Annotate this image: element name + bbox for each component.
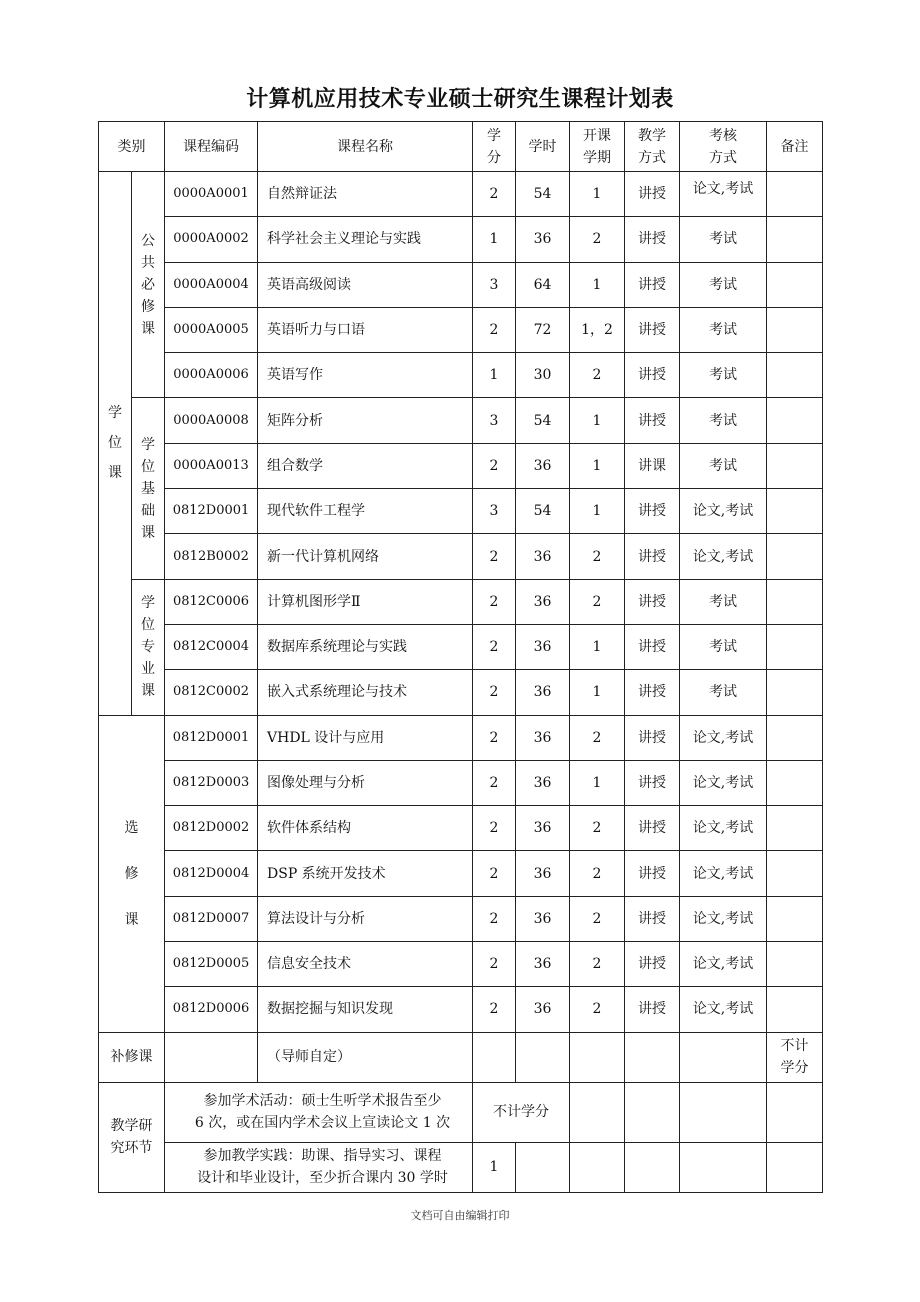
exam-method: 考试 [680, 624, 767, 669]
table-row [99, 579, 823, 624]
teaching-method: 讲授 [625, 806, 680, 851]
course-semester: 2 [570, 942, 625, 987]
course-hours: 36 [516, 760, 570, 805]
course-semester: 2 [570, 353, 625, 398]
remark-cell [767, 987, 823, 1032]
course-credit: 3 [473, 489, 516, 534]
table-row [99, 217, 823, 262]
table-row [99, 806, 823, 851]
course-name: 组合数学 [258, 443, 473, 488]
course-code: 0000A0013 [165, 443, 258, 488]
course-name: 新一代计算机网络 [258, 534, 473, 579]
course-name: 英语写作 [258, 353, 473, 398]
course-credit: 2 [473, 942, 516, 987]
header-semester: 开课 学期 [570, 122, 625, 172]
course-semester: 2 [570, 896, 625, 941]
course-credit: 2 [473, 987, 516, 1032]
exam-method: 论文,考试 [680, 489, 767, 534]
teaching-method: 讲授 [625, 579, 680, 624]
course-semester: 1 [570, 760, 625, 805]
course-credit: 2 [473, 443, 516, 488]
practice-teaching [625, 1142, 680, 1192]
course-code: 0000A0004 [165, 262, 258, 307]
header-hours: 学时 [516, 122, 570, 172]
remark-cell [767, 398, 823, 443]
remark-cell [767, 172, 823, 217]
exam-method: 论文,考试 [680, 806, 767, 851]
remark-cell [767, 851, 823, 896]
teaching-method: 讲课 [625, 443, 680, 488]
remark-cell [767, 896, 823, 941]
course-code: 0812D0002 [165, 806, 258, 851]
teaching-practice-text: 参加教学实践：助课、指导实习、课程 设计和毕业设计，至少折合课内 30 学时 [165, 1142, 473, 1192]
course-name: 数据库系统理论与实践 [258, 624, 473, 669]
teaching-method: 讲授 [625, 353, 680, 398]
course-credit: 1 [473, 217, 516, 262]
course-hours: 54 [516, 398, 570, 443]
teaching-method: 讲授 [625, 172, 680, 217]
exam-method: 论文,考试 [680, 896, 767, 941]
course-semester: 1，2 [570, 307, 625, 352]
exam-method: 考试 [680, 398, 767, 443]
table-row [99, 896, 823, 941]
exam-method: 论文,考试 [680, 760, 767, 805]
table-row [99, 624, 823, 669]
course-code: 0812D0003 [165, 760, 258, 805]
teaching-method: 讲授 [625, 896, 680, 941]
teaching-method: 讲授 [625, 217, 680, 262]
teaching-method: 讲授 [625, 760, 680, 805]
table-row [99, 353, 823, 398]
header-teaching: 教学 方式 [625, 122, 680, 172]
course-credit: 2 [473, 670, 516, 715]
teaching-method: 讲授 [625, 942, 680, 987]
practice-semester [570, 1142, 625, 1192]
course-semester: 2 [570, 987, 625, 1032]
activity-remark [767, 1082, 823, 1142]
course-credit: 2 [473, 579, 516, 624]
research-label: 教学研 究环节 [99, 1082, 165, 1192]
course-code: 0000A0008 [165, 398, 258, 443]
research-row-practice [99, 1142, 823, 1192]
course-credit: 2 [473, 534, 516, 579]
course-semester: 2 [570, 851, 625, 896]
course-credit: 1 [473, 353, 516, 398]
table-row [99, 760, 823, 805]
course-name: 计算机图形学Ⅱ [258, 579, 473, 624]
supplement-row [99, 1032, 823, 1082]
course-semester: 1 [570, 624, 625, 669]
course-credit: 2 [473, 624, 516, 669]
supplement-remark: 不计 学分 [767, 1032, 823, 1082]
exam-method: 论文,考试 [680, 942, 767, 987]
supplement-hours [516, 1032, 570, 1082]
course-credit: 2 [473, 172, 516, 217]
table-row [99, 172, 823, 217]
course-code: 0812C0002 [165, 670, 258, 715]
teaching-method: 讲授 [625, 624, 680, 669]
course-name: 算法设计与分析 [258, 896, 473, 941]
exam-method: 考试 [680, 670, 767, 715]
remark-cell [767, 670, 823, 715]
course-hours: 54 [516, 172, 570, 217]
exam-method: 考试 [680, 443, 767, 488]
practice-remark [767, 1142, 823, 1192]
course-hours: 36 [516, 942, 570, 987]
course-credit: 2 [473, 715, 516, 760]
course-semester: 2 [570, 534, 625, 579]
remark-cell [767, 579, 823, 624]
supplement-label: 补修课 [99, 1032, 165, 1082]
practice-exam [680, 1142, 767, 1192]
exam-method: 考试 [680, 307, 767, 352]
remark-cell [767, 942, 823, 987]
header-row [99, 122, 823, 172]
course-name: VHDL 设计与应用 [258, 715, 473, 760]
course-hours: 30 [516, 353, 570, 398]
activity-semester [570, 1082, 625, 1142]
teaching-method: 讲授 [625, 987, 680, 1032]
table-row [99, 534, 823, 579]
course-code: 0000A0001 [165, 172, 258, 217]
teaching-method: 讲授 [625, 307, 680, 352]
practice-hours [516, 1142, 570, 1192]
course-name: 嵌入式系统理论与技术 [258, 670, 473, 715]
course-code: 0812D0006 [165, 987, 258, 1032]
header-code: 课程编码 [165, 122, 258, 172]
table-row [99, 851, 823, 896]
teaching-method: 讲授 [625, 534, 680, 579]
table-row [99, 987, 823, 1032]
course-name: 数据挖掘与知识发现 [258, 987, 473, 1032]
academic-activity-credit: 不计学分 [473, 1082, 570, 1142]
header-exam: 考核 方式 [680, 122, 767, 172]
course-code: 0812C0006 [165, 579, 258, 624]
table-row [99, 262, 823, 307]
course-code: 0812D0001 [165, 715, 258, 760]
course-credit: 2 [473, 760, 516, 805]
course-credit: 2 [473, 851, 516, 896]
supplement-teaching [625, 1032, 680, 1082]
course-credit: 2 [473, 307, 516, 352]
course-semester: 2 [570, 217, 625, 262]
course-name: 矩阵分析 [258, 398, 473, 443]
course-name: DSP 系统开发技术 [258, 851, 473, 896]
course-semester: 1 [570, 670, 625, 715]
course-hours: 36 [516, 715, 570, 760]
course-hours: 72 [516, 307, 570, 352]
remark-cell [767, 443, 823, 488]
group-elective: 选 修 课 [99, 715, 165, 1032]
course-hours: 36 [516, 987, 570, 1032]
research-row-activity [99, 1082, 823, 1142]
course-hours: 36 [516, 624, 570, 669]
teaching-method: 讲授 [625, 398, 680, 443]
course-code: 0000A0005 [165, 307, 258, 352]
course-credit: 2 [473, 896, 516, 941]
exam-method: 考试 [680, 262, 767, 307]
course-semester: 2 [570, 715, 625, 760]
course-code: 0812D0004 [165, 851, 258, 896]
course-semester: 1 [570, 398, 625, 443]
group-degree-basic: 学 位 基 础 课 [132, 398, 165, 579]
group-degree-major: 学 位 专 业 课 [132, 579, 165, 715]
remark-cell [767, 489, 823, 534]
course-credit: 3 [473, 398, 516, 443]
course-code: 0812D0001 [165, 489, 258, 534]
course-hours: 64 [516, 262, 570, 307]
teaching-method: 讲授 [625, 851, 680, 896]
course-hours: 36 [516, 896, 570, 941]
exam-method: 论文,考试 [680, 534, 767, 579]
course-hours: 36 [516, 670, 570, 715]
exam-method: 考试 [680, 579, 767, 624]
course-name: 信息安全技术 [258, 942, 473, 987]
course-plan-table [98, 121, 823, 1193]
course-hours: 36 [516, 217, 570, 262]
course-name: 图像处理与分析 [258, 760, 473, 805]
exam-method: 论文,考试 [680, 987, 767, 1032]
table-row [99, 942, 823, 987]
teaching-method: 讲授 [625, 262, 680, 307]
remark-cell [767, 760, 823, 805]
activity-teaching [625, 1082, 680, 1142]
remark-cell [767, 262, 823, 307]
footer-note: 文档可自由编辑打印 [410, 1209, 510, 1222]
exam-method: 论文,考试 [680, 172, 767, 217]
supplement-credit [473, 1032, 516, 1082]
exam-method: 考试 [680, 217, 767, 262]
course-name: 科学社会主义理论与实践 [258, 217, 473, 262]
exam-method: 论文,考试 [680, 851, 767, 896]
course-name: 自然辩证法 [258, 172, 473, 217]
teaching-method: 讲授 [625, 715, 680, 760]
course-hours: 36 [516, 579, 570, 624]
course-semester: 2 [570, 579, 625, 624]
activity-exam [680, 1082, 767, 1142]
header-name: 课程名称 [258, 122, 473, 172]
table-row [99, 670, 823, 715]
course-hours: 54 [516, 489, 570, 534]
remark-cell [767, 624, 823, 669]
table-row [99, 715, 823, 760]
course-hours: 36 [516, 443, 570, 488]
remark-cell [767, 353, 823, 398]
table-row [99, 443, 823, 488]
course-code: 0812D0007 [165, 896, 258, 941]
teaching-practice-credit: 1 [473, 1142, 516, 1192]
course-credit: 3 [473, 262, 516, 307]
course-hours: 36 [516, 851, 570, 896]
course-hours: 36 [516, 806, 570, 851]
course-code: 0812D0005 [165, 942, 258, 987]
course-semester: 1 [570, 172, 625, 217]
remark-cell [767, 217, 823, 262]
course-code: 0000A0002 [165, 217, 258, 262]
remark-cell [767, 806, 823, 851]
header-category: 类别 [99, 122, 165, 172]
course-semester: 1 [570, 489, 625, 534]
table-row [99, 398, 823, 443]
course-code: 0000A0006 [165, 353, 258, 398]
teaching-method: 讲授 [625, 489, 680, 534]
exam-method: 论文,考试 [680, 715, 767, 760]
course-semester: 1 [570, 262, 625, 307]
course-hours: 36 [516, 534, 570, 579]
academic-activity-text: 参加学术活动：硕士生听学术报告至少 6 次，或在国内学术会议上宣读论文 1 次 [165, 1082, 473, 1142]
table-row [99, 489, 823, 534]
course-credit: 2 [473, 806, 516, 851]
exam-method: 考试 [680, 353, 767, 398]
course-code: 0812B0002 [165, 534, 258, 579]
supplement-code [165, 1032, 258, 1082]
header-remark: 备注 [767, 122, 823, 172]
supplement-name: （导师自定） [258, 1032, 473, 1082]
remark-cell [767, 715, 823, 760]
supplement-semester [570, 1032, 625, 1082]
header-credit: 学 分 [473, 122, 516, 172]
supplement-exam [680, 1032, 767, 1082]
remark-cell [767, 534, 823, 579]
page-title: 计算机应用技术专业硕士研究生课程计划表 [246, 87, 674, 112]
group-public-required: 公 共 必 修 课 [132, 172, 165, 398]
course-name: 现代软件工程学 [258, 489, 473, 534]
teaching-method: 讲授 [625, 670, 680, 715]
course-name: 软件体系结构 [258, 806, 473, 851]
course-name: 英语高级阅读 [258, 262, 473, 307]
course-semester: 2 [570, 806, 625, 851]
table-row [99, 307, 823, 352]
group-degree-courses: 学 位 课 [99, 172, 132, 716]
course-code: 0812C0004 [165, 624, 258, 669]
course-name: 英语听力与口语 [258, 307, 473, 352]
course-semester: 1 [570, 443, 625, 488]
remark-cell [767, 307, 823, 352]
